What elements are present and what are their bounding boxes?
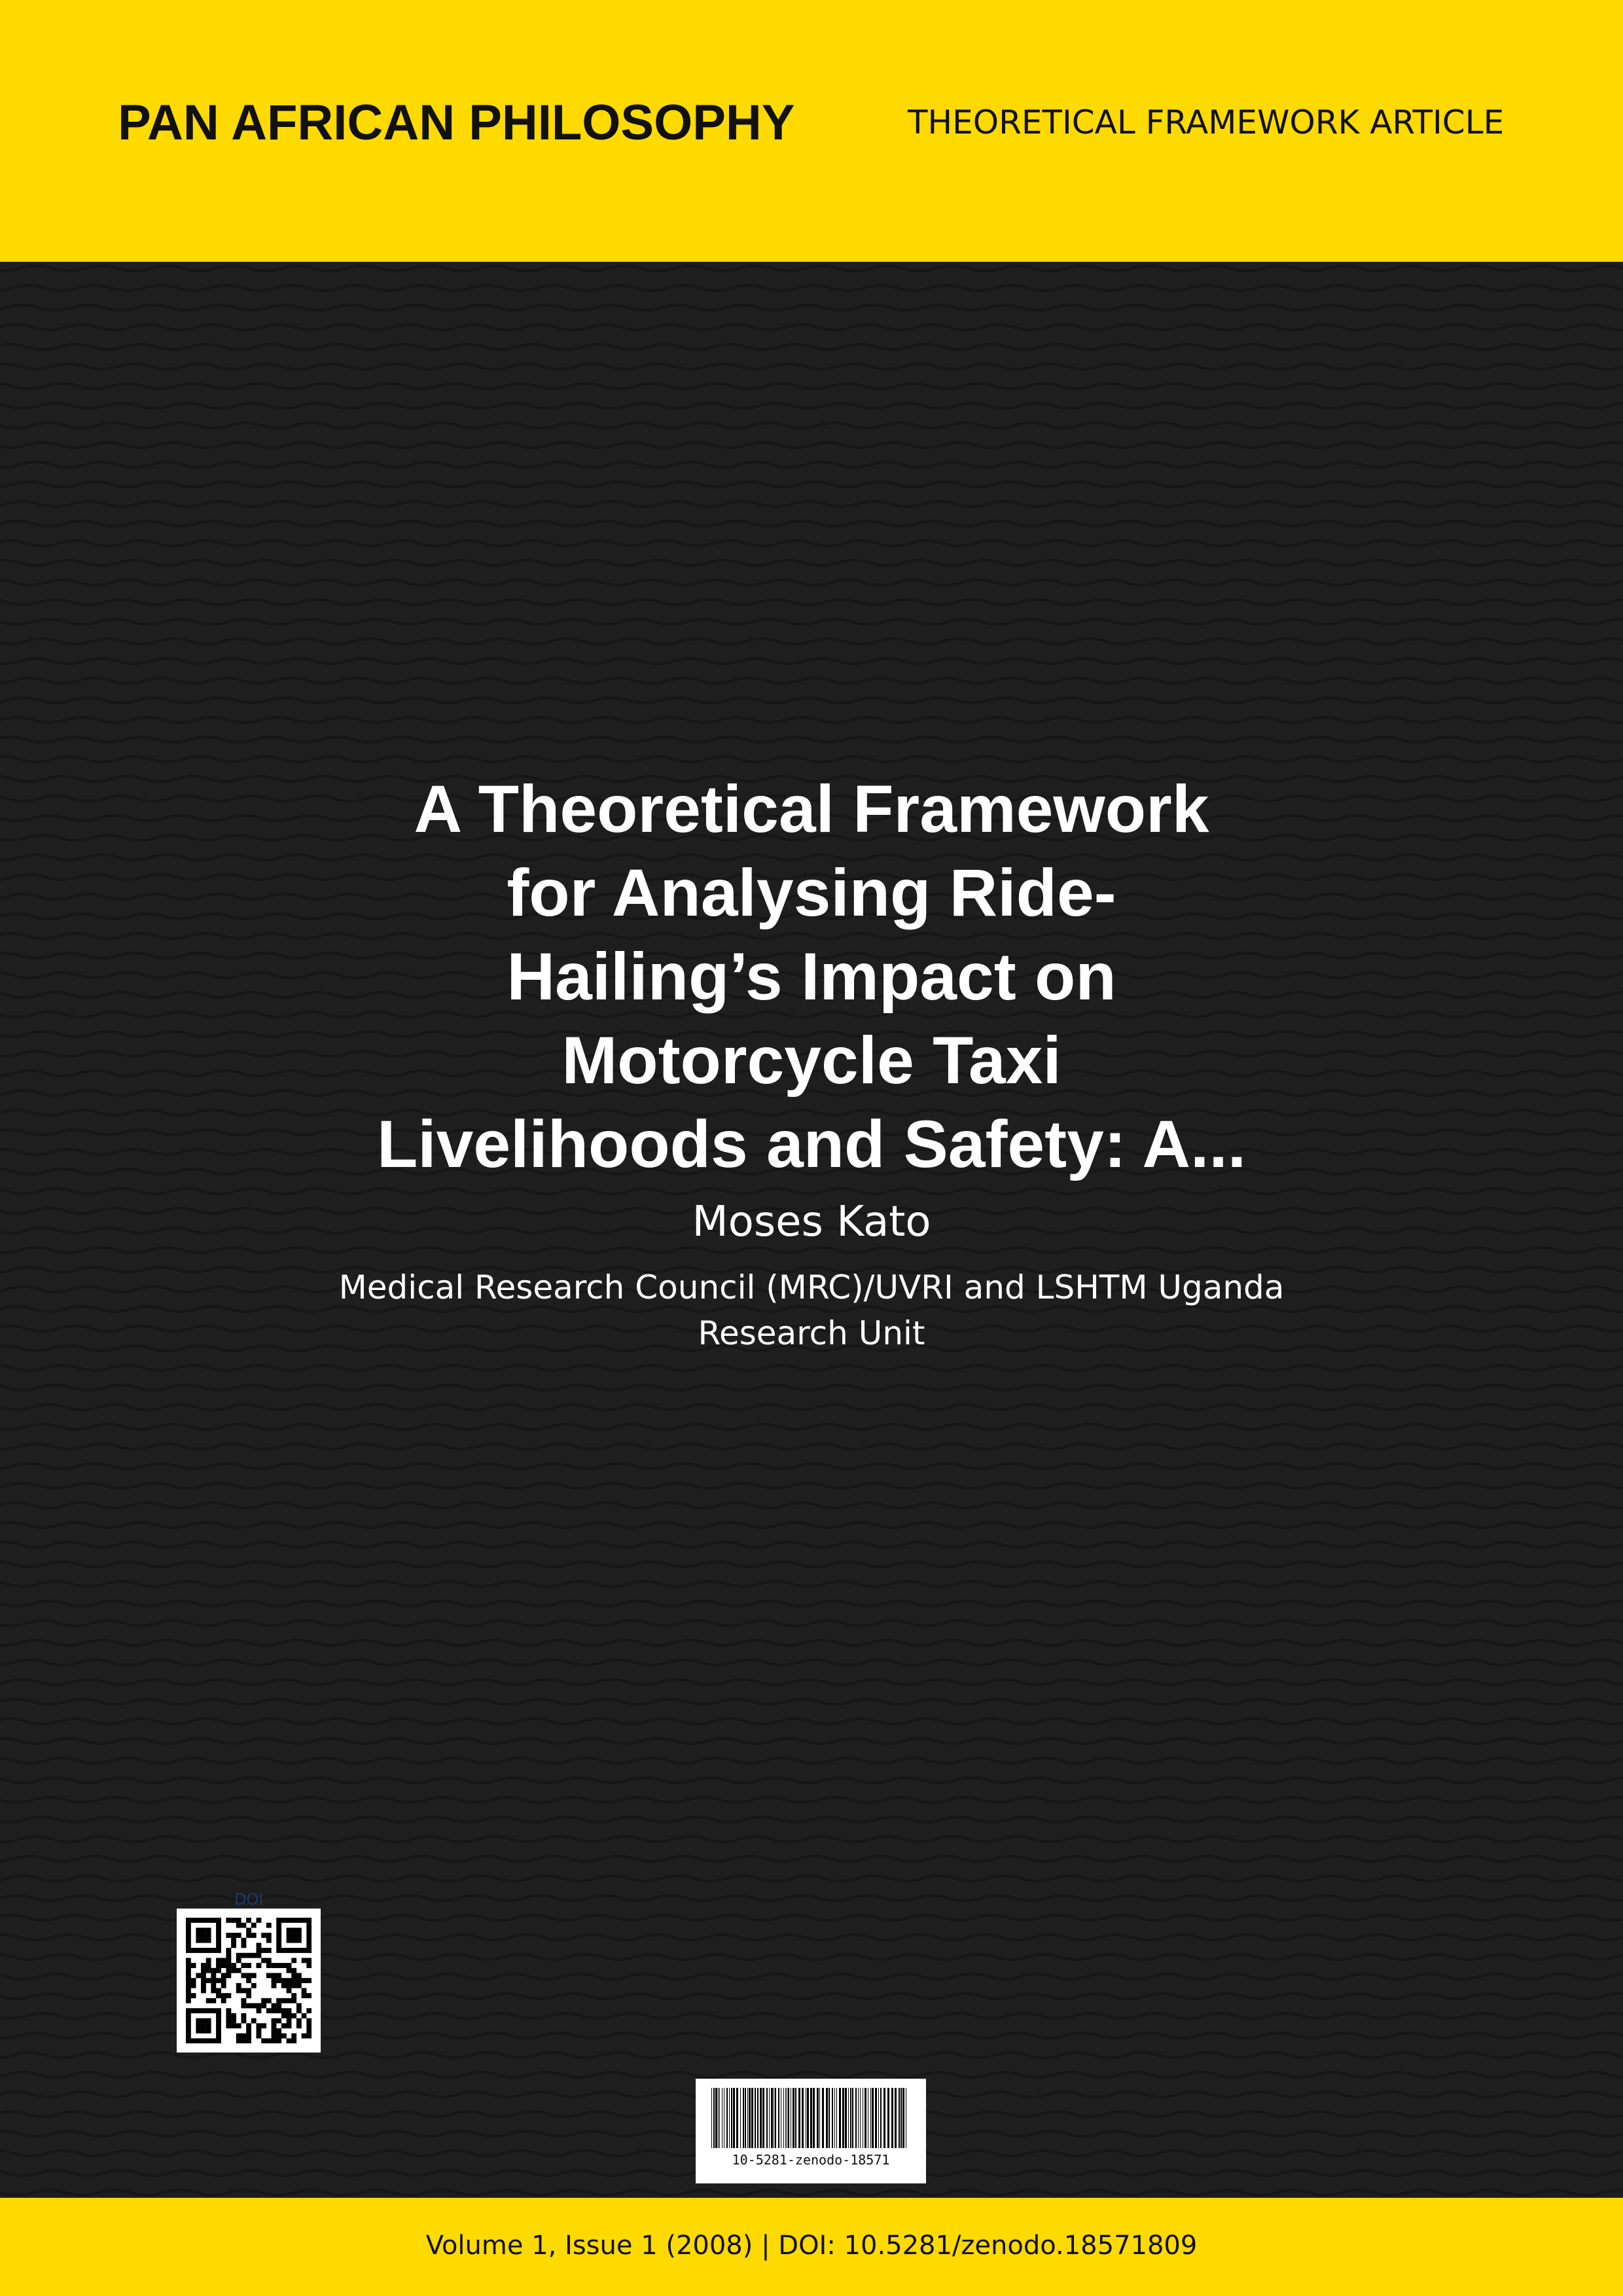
article-type: THEORETICAL FRAMEWORK ARTICLE	[908, 103, 1505, 141]
qr-code-icon	[186, 1918, 312, 2043]
title-line: Livelihoods and Safety: A...	[376, 1107, 1247, 1181]
footer-citation: Volume 1, Issue 1 (2008) | DOI: 10.5281/zenodo.18571809	[425, 2231, 1198, 2261]
title-line: for Analysing Ride-	[507, 855, 1116, 930]
qr-label: DOI	[234, 1890, 264, 1909]
author-affiliation	[223, 1265, 1400, 1356]
affiliation-line: Medical Research Council (MRC)/UVRI and LSHTM Uganda	[338, 1268, 1285, 1306]
article-title	[288, 767, 1335, 1186]
barcode-number: 10-5281-zenodo-18571	[732, 2152, 890, 2168]
affiliation-line: Research Unit	[698, 1314, 925, 1352]
title-line: Motorcycle Taxi	[562, 1023, 1061, 1098]
header-band	[0, 0, 1623, 262]
title-line: Hailing’s Impact on	[507, 939, 1116, 1014]
barcode	[696, 2079, 926, 2183]
barcode-icon	[711, 2088, 910, 2148]
title-line: A Theoretical Framework	[414, 772, 1209, 846]
author-name: Moses Kato	[692, 1198, 931, 1246]
footer-band	[0, 2198, 1623, 2296]
qr-code	[177, 1909, 321, 2053]
journal-name: PAN AFRICAN PHILOSOPHY	[118, 95, 795, 151]
